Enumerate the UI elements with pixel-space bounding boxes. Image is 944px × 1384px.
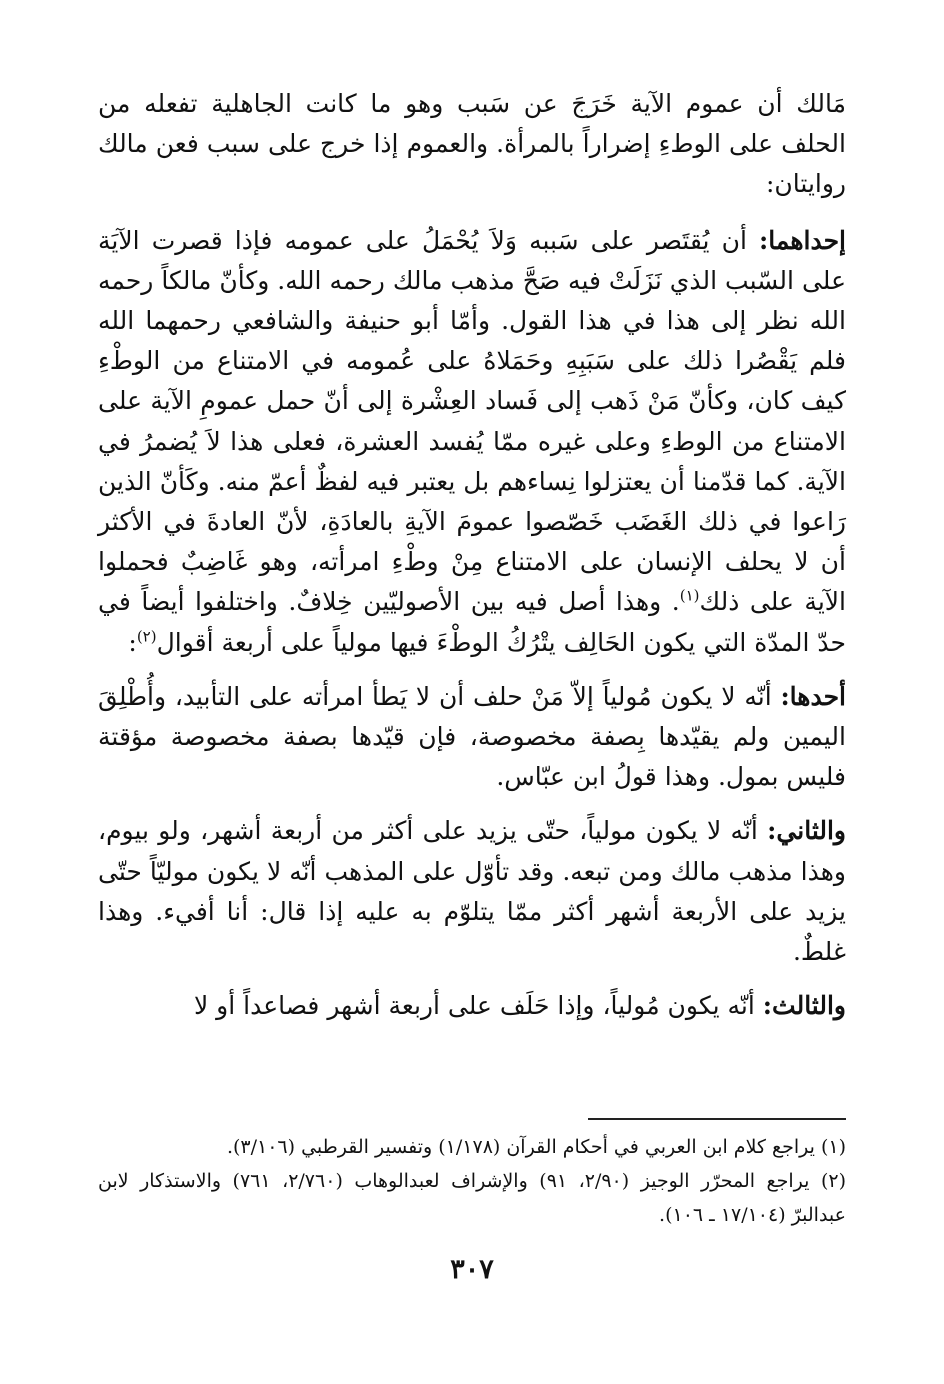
main-text (98, 84, 846, 1026)
first-opinion-text-c: : (128, 627, 137, 657)
qawl-second-paragraph (98, 811, 846, 972)
intro-text: مَالك أن عموم الآية خَرَجَ عن سَبب وهو ما كانت الجاهلية تفعله من الحلف على الوطءِ إضراراً بالمرأة. والعموم إذا خرج على سبب فعن مالك روايتان: (98, 89, 846, 199)
qawl-third-lead: والثالث: (762, 991, 846, 1021)
qawl-third-paragraph (98, 986, 846, 1026)
footnote-1: (١) يراجع كلام ابن العربي في أحكام القرآن (١/١٧٨) وتفسير القرطبي (٣/١٠٦). (226, 1136, 846, 1158)
first-opinion-paragraph (98, 221, 846, 663)
qawl-second-text: أنّه لا يكون مولياً، حتّى يزيد على أكثر من أربعة أشهر، ولو بيوم، وهذا مذهب مالك ومن تبعه. وقد تأوّل على المذهب أنّه لا يكون موليّاً حتّى يزيد على الأربعة أشهر أكثر ممّا يتلوّم به عليه إذا قال: أنا أفيء. وهذا غلطٌ. (98, 816, 846, 967)
first-opinion-text-a: أن يُقتَصر على سَببه وَلاَ يُحْمَلُ على عمومه فإذا قصرت الآيَة على السّبب الذي نَزَلَتْ فيه صَحَّ مذهب مالك رحمه الله. وكأنّ مالكاً رحمه الله نظر إلى هذا في هذا القول. وأمّا أبو حنيفة والشافعي رحمهما الله فلم يَقْصُرا ذلك على سَبَبِهِ وحَمَلاهُ على عُمومه في الامتناع من الوطْءِ كيف كان، وكأنّ مَنْ ذَهب إلى فَساد العِشْرة إلى أنّ حمل عمومِ الآية على الامتناع من الوطءِ وعلى غيره ممّا يُفسد العشرة، فعلى هذا لاَ يُضمرُ في الآية. كما قدّمنا أن يعتزلوا نِساءهم بل يعتبر فيه لفظٌ أعمّ منه. وكَأنّ الذين رَاعوا في ذلك الغَضَب خَصّصوا عمومَ الآيةِ بالعادَةِ، لأنّ العادةَ في الأكثر أن لا يحلف الإنسان على الامتناع مِنْ وطْءِ امرأته، وهو غَاضِبٌ فحملوا الآية على ذلك (98, 225, 847, 617)
footnote-divider (588, 1118, 846, 1120)
footnotes (98, 1130, 846, 1232)
first-opinion-text-b: . وهذا أصل فيه بين الأصوليّين خِلافٌ. واختلفوا أيضاً في حدّ المدّة التي يكون الحَالِف يتْرُكُ الوطْءَ فيها مولياً على أربعة أقوال (98, 587, 846, 657)
page-number: ٣٠٧ (450, 1254, 494, 1285)
qawl-first-lead: أحدها: (780, 681, 846, 711)
qawl-first-text: أنّه لا يكون مُولياً إلاّ مَنْ حلف أن لا يَطأ امرأته على التأبيد، وأُطْلِقَ اليمين ولم يقيّدها بِصفة مخصوصة، فإن قيّدها بصفة مخصوصة مؤقتة فليس بمول. وهذا قولُ ابن عبّاس. (98, 681, 846, 792)
book-page (98, 84, 846, 1354)
qawl-first-paragraph (98, 677, 846, 798)
qawl-second-lead: والثاني: (767, 816, 846, 846)
qawl-third-text: أنّه يكون مُولياً، وإذا حَلَف على أربعة أشهر فصاعداً أو لا (193, 991, 755, 1021)
first-opinion-lead: إحداهما: (759, 225, 846, 255)
intro-paragraph (98, 84, 846, 205)
footnote-ref-2[interactable]: (٢) (136, 627, 157, 646)
footnote-2: (٢) يراجع المحرّر الوجيز (٢/٩٠، ٩١) والإشراف لعبدالوهاب (٢/٧٦٠، ٧٦١) والاستذكار لابن عبدالبرّ (١٧/١٠٤ ـ ١٠٦). (98, 1170, 846, 1226)
footnote-ref-1[interactable]: (١) (679, 587, 700, 606)
